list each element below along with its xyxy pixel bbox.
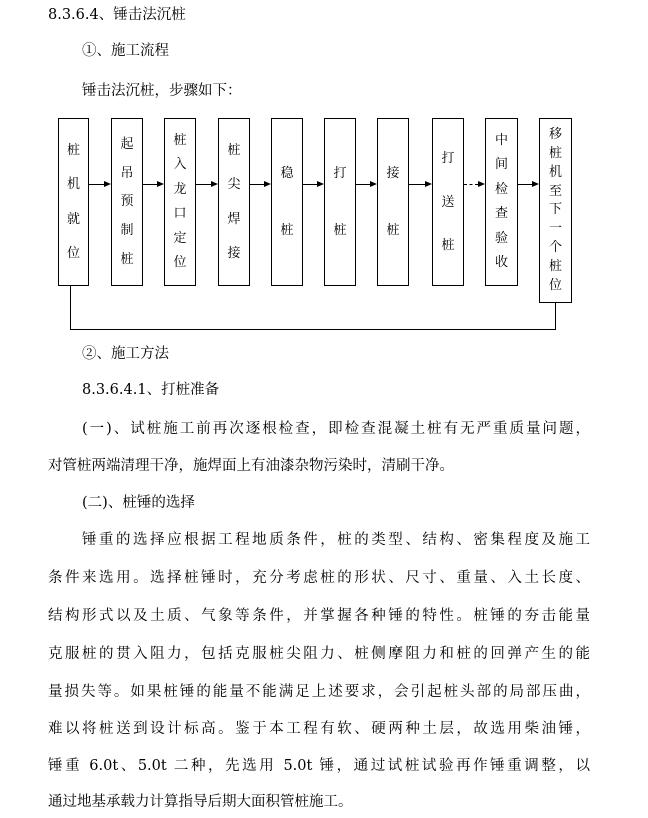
flow-box-4	[218, 118, 250, 286]
flow-arrowhead-9	[532, 181, 539, 187]
para1-line-1: (一)、试桩施工前再次逐根检查，即检查混凝土桩有无严重质量问题，	[82, 421, 590, 437]
loop-line-bottom	[70, 329, 556, 330]
subsection-flow-title: ①、施工流程	[82, 43, 169, 59]
flow-arrowhead-3	[211, 181, 218, 187]
flow-box-6	[324, 118, 356, 286]
flow-box-7	[377, 118, 409, 286]
para3-line-2: 条件来选用。选择桩锤时，充分考虑桩的形状、尺寸、重量、入土长度、	[48, 570, 590, 586]
para3-line-7: 锤重 6.0t、5.0t 二种，先选用 5.0t 锤，通过试桩试验再作锤重调整，以	[48, 758, 590, 774]
flow-box-7-text: 接 桩	[386, 165, 400, 239]
flow-arrowhead-2	[157, 181, 164, 187]
flow-box-3-text: 桩 入 龙 口 定 位	[173, 132, 187, 271]
flow-arrow-5	[303, 184, 317, 185]
flow-arrowhead-6	[370, 181, 377, 187]
flow-arrowhead-5	[317, 181, 324, 187]
flow-box-3	[164, 118, 196, 286]
flow-box-4-text: 桩 尖 焊 接	[227, 142, 241, 262]
subsection-method-title: ②、施工方法	[82, 346, 169, 362]
para3-line-1: 锤重的选择应根据工程地质条件，桩的类型、结构、密集程度及施工	[82, 532, 590, 548]
para3-line-3: 结构形式以及土质、气象等条件，并掌握各种锤的特性。桩锤的夯击能量	[48, 608, 590, 624]
section-title: 8.3.6.4、锤击法沉桩	[48, 7, 186, 23]
flow-arrowhead-8	[478, 181, 485, 187]
flow-box-5-text: 稳 桩	[280, 165, 294, 239]
para2-title: (二)、桩锤的选择	[82, 495, 195, 511]
flow-arrow-2	[143, 184, 157, 185]
flow-box-1	[58, 118, 89, 286]
flow-box-2-text: 起 吊 预 制 桩	[120, 136, 134, 268]
flow-arrow-8-dashed	[464, 184, 478, 185]
flow-arrowhead-7	[425, 181, 432, 187]
flow-box-9-text: 中 间 检 查 验 收	[494, 132, 508, 271]
para1-line-2: 对管桩两端清理干净，施焊面上有油漆杂物污染时，清刷干净。	[48, 458, 454, 474]
flow-box-6-text: 打 桩	[333, 165, 347, 239]
flow-arrowhead-4	[264, 181, 271, 187]
para3-line-5: 量损失等。如果桩锤的能量不能满足上述要求，会引起桩头部的局部压曲，	[48, 684, 590, 700]
flow-box-5	[271, 118, 303, 286]
flow-arrowhead-1	[104, 181, 111, 187]
flow-intro-text: 锤击法沉桩，步骤如下：	[82, 83, 242, 99]
para3-line-8: 通过地基承载力计算指导后期大面积管桩施工。	[48, 794, 353, 810]
flow-box-2	[111, 118, 143, 286]
flow-box-10	[539, 118, 572, 303]
flow-box-1-text: 桩 机 就 位	[66, 142, 80, 262]
loop-line-right	[555, 303, 556, 330]
flow-arrow-3	[196, 184, 211, 185]
loop-line-left	[70, 286, 71, 329]
flow-box-8-text: 打 送 桩	[441, 151, 455, 253]
flow-arrow-9	[518, 184, 532, 185]
subsection-preparation-title: 8.3.6.4.1、打桩准备	[82, 382, 220, 398]
flow-box-9	[485, 118, 518, 286]
flow-box-8	[432, 118, 464, 286]
flow-arrow-7	[409, 184, 425, 185]
flow-arrow-6	[356, 184, 370, 185]
flow-box-10-text: 移 桩 机 至 下 一 个 桩 位	[548, 126, 562, 294]
para3-line-6: 难以将桩送到设计标高。鉴于本工程有软、硬两种土层，故选用柴油锤，	[48, 721, 590, 737]
para3-line-4: 克服桩的贯入阻力，包括克服桩尖阻力、桩侧摩阻力和桩的回弹产生的能	[48, 646, 590, 662]
flow-arrow-4	[250, 184, 264, 185]
flow-arrow-1	[89, 184, 104, 185]
